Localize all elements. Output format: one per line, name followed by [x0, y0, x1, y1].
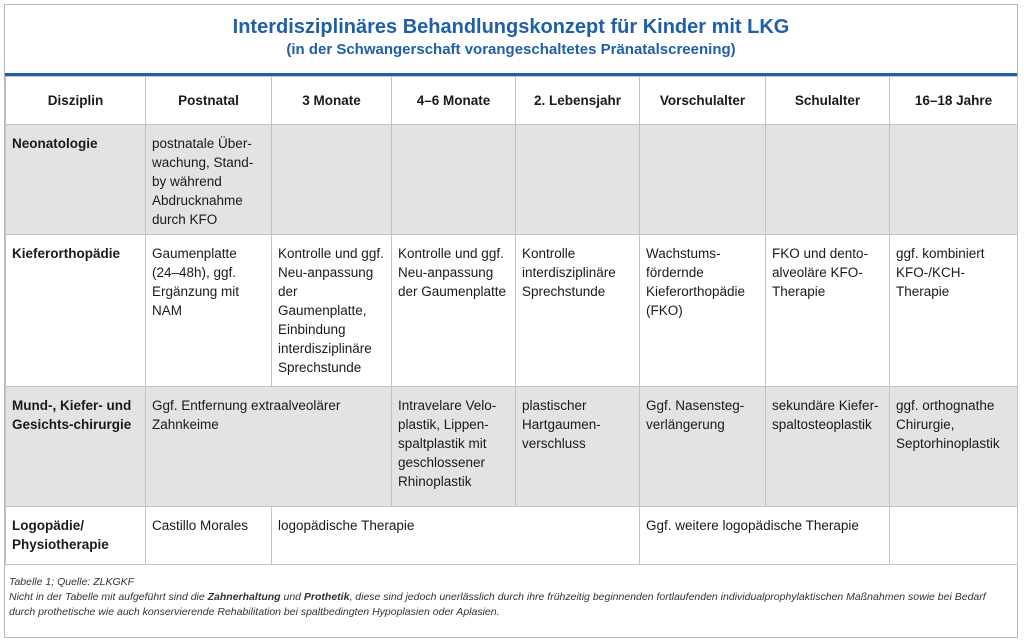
- column-header: 4–6 Monate: [392, 77, 516, 125]
- row-header: Logopädie/ Physiotherapie: [6, 507, 146, 565]
- table-subtitle: (in der Schwangerschaft vorangeschaltetes Pränatalscreening): [286, 41, 736, 58]
- table-cell: [890, 125, 1018, 235]
- table-cell: Kontrolle und ggf. Neu-anpassung der Gaumenplatte: [392, 235, 516, 387]
- footnote: [9, 575, 1013, 620]
- column-header: 3 Monate: [272, 77, 392, 125]
- footnote-text-part: Nicht in der Tabelle mit aufgeführt sind die: [9, 591, 208, 603]
- table-cell: ggf. orthognathe Chirurgie, Septorhinoplastik: [890, 387, 1018, 507]
- table-cell: Ggf. weitere logopädische Therapie: [640, 507, 890, 565]
- title-block: [5, 5, 1017, 71]
- table-cell: Ggf. Nasensteg-verlängerung: [640, 387, 766, 507]
- treatment-table: [5, 76, 1018, 565]
- table-cell: ggf. kombiniert KFO-/KCH-Therapie: [890, 235, 1018, 387]
- table-cell: postnatale Über-wachung, Stand-by während Abdrucknahme durch KFO: [146, 125, 272, 235]
- footnote-source: Tabelle 1; Quelle: ZLKGKF: [9, 576, 135, 588]
- table-row: [6, 387, 1018, 507]
- footnote-term: Prothetik: [303, 591, 350, 603]
- table-cell: sekundäre Kiefer-spaltosteoplastik: [766, 387, 890, 507]
- table-cell: [890, 507, 1018, 565]
- table-cell: plastischer Hartgaumen-verschluss: [516, 387, 640, 507]
- header-row: [6, 77, 1018, 125]
- table-cell: FKO und dento-alveoläre KFO-Therapie: [766, 235, 890, 387]
- column-header: 2. Lebensjahr: [516, 77, 640, 125]
- table-row: [6, 125, 1018, 235]
- table-cell: Intravelare Velo-plastik, Lippen-spaltplastik mit geschlossener Rhinoplastik: [392, 387, 516, 507]
- table-title: Interdisziplinäres Behandlungskonzept für Kinder mit LKG: [232, 16, 790, 38]
- table-cell: Castillo Morales: [146, 507, 272, 565]
- table-cell: Ggf. Entfernung extraalveolärer Zahnkeime: [146, 387, 392, 507]
- table-cell: [766, 125, 890, 235]
- row-header: Kieferorthopädie: [6, 235, 146, 387]
- table-cell: Gaumenplatte (24–48h), ggf. Ergänzung mit NAM: [146, 235, 272, 387]
- column-header: Vorschulalter: [640, 77, 766, 125]
- table-cell: [516, 125, 640, 235]
- table-row: [6, 507, 1018, 565]
- table-row: [6, 235, 1018, 387]
- footnote-term: Zahnerhaltung: [207, 591, 281, 603]
- table-cell: [272, 125, 392, 235]
- table-cell: Wachstums-fördernde Kieferorthopädie (FKO): [640, 235, 766, 387]
- column-header: Postnatal: [146, 77, 272, 125]
- column-header: Schulalter: [766, 77, 890, 125]
- table-cell: [392, 125, 516, 235]
- table-figure: [4, 4, 1018, 638]
- table-cell: [640, 125, 766, 235]
- column-header: Disziplin: [6, 77, 146, 125]
- row-header: Mund-, Kiefer- und Gesichts-chirurgie: [6, 387, 146, 507]
- footnote-text-part: und: [280, 591, 304, 603]
- table-cell: Kontrolle und ggf. Neu-anpassung der Gaumenplatte, Einbindung interdisziplinäre Sprechstunde: [272, 235, 392, 387]
- table-cell: logopädische Therapie: [272, 507, 640, 565]
- footnote-text-part: , diese sind jedoch unerlässlich durch ihre frühzeitig beginnenden fortlaufenden individualprophylaktischen Maßnahmen sowie bei Bedarf durch prothetische wie auch konservierende Rehabilitation bei spaltbedingten Hypoplasien oder Aplasien.: [9, 591, 986, 618]
- footnote-text: [9, 590, 1013, 620]
- column-header: 16–18 Jahre: [890, 77, 1018, 125]
- table-cell: Kontrolle interdisziplinäre Sprechstunde: [516, 235, 640, 387]
- row-header: Neonatologie: [6, 125, 146, 235]
